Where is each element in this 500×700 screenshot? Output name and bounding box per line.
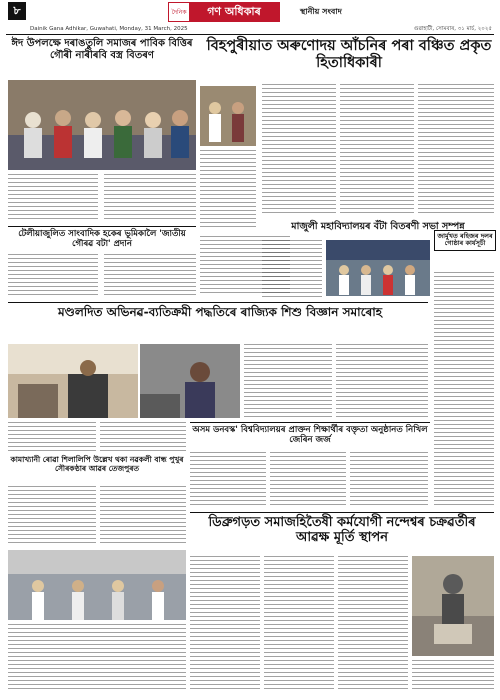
headline-kamakhya: কামাখ্যানী ৰোৱা শিলালিপি উল্লেখ থকা নৱকলী বান্ধ পুখুৰ সৌৰকণ্ঠাৰ আৱৰ তেজপুৰত xyxy=(10,455,184,473)
photo-science xyxy=(8,344,138,418)
meeting-image-icon xyxy=(8,550,186,620)
headline-science: মণ্ডলদিত অভিনৱ-ব্যতিক্ৰমী পদ্ধতিৰে ৰাজ্যিক শিশু বিজ্ঞান সমাৰোহ xyxy=(57,305,383,319)
text-telia-2 xyxy=(104,254,196,296)
text-dibrugarh-2 xyxy=(264,556,334,692)
photo-dibrugarh xyxy=(412,556,494,656)
jarmukh-box xyxy=(434,230,496,251)
headline-eid: ঈদ উপলক্ষে দৰাঙতুলি সমাজৰ পাবিক বিত্তিৰ গৌৰী নাৰীৰবি বস্ত্ৰ বিতৰণ xyxy=(11,38,193,61)
people-image-icon xyxy=(8,80,196,170)
headline-dibrugarh: ডিব্ৰুগড়ত সমাজহিতৈষী কৰ্মযোগী নন্দেশ্বৰ চক্ৰৱৰ্তীৰ আৱক্ষ মূৰ্তি স্থাপন xyxy=(208,515,476,545)
group-image-icon xyxy=(200,86,256,146)
text-majuli-1 xyxy=(262,240,322,300)
photo-kamakhya xyxy=(8,550,186,620)
text-eid-2 xyxy=(104,174,196,222)
text-kamakhya-3 xyxy=(8,624,186,692)
masthead xyxy=(168,2,280,22)
text-science-2 xyxy=(336,344,428,418)
text-university-2 xyxy=(270,452,346,508)
rule-eid xyxy=(8,226,196,227)
text-science-4 xyxy=(100,422,186,452)
photo-small-mid xyxy=(200,86,256,146)
page-header xyxy=(0,0,500,24)
page-number: ৮ xyxy=(8,2,26,20)
text-kamakhya-1 xyxy=(8,486,96,546)
text-science-3 xyxy=(8,422,96,452)
headline-bihpuria: বিহপুৰীয়াত অৰুণোদয় আঁচনিৰ পৰা বঞ্চিত প্ৰকৃত হিতাধিকাৰী xyxy=(206,38,492,71)
text-dibrugarh-4 xyxy=(412,660,494,692)
headline-telia: টেলীয়াজুলিত সাংবাদিক হকেৰ ভূমিকালৈ 'জাতীয় গৌৰৱ বটা' প্ৰদান xyxy=(18,229,186,249)
headline-majuli: মাজুলী মহাবিদ্যালয়ৰ বঁটা বিতৰণী সভা সম্পন্ন xyxy=(291,221,465,232)
headline-jarmukh: জাৰ্মুখত ৰহিজৰ দলৰ গোষ্ঠাৰ কাৰ্যসূচী xyxy=(437,232,493,248)
stage-image-icon xyxy=(326,240,430,296)
text-bihpuria-2 xyxy=(340,84,414,214)
text-telia-1 xyxy=(8,254,98,296)
rule-dibrugarh xyxy=(190,512,494,513)
speaker-image-icon xyxy=(8,344,138,418)
dateline-assamese: গুৱাহাটী, সোমবাৰ, ৩১ মাৰ্চ, ২০২৫ xyxy=(413,26,492,32)
rule-university xyxy=(190,422,430,423)
headline-university: অসম ডনবস্ক' বিশ্ববিদ্যালয়ৰ প্ৰাক্তন শিক্ষাৰ্থীৰ বক্তৃতা অনুষ্ঠানত নিখিল জেৰিন জৰ্জ xyxy=(192,425,428,445)
text-dibrugarh-3 xyxy=(338,556,408,692)
text-eid-1 xyxy=(8,174,98,222)
text-university-3 xyxy=(350,452,428,508)
text-dibrugarh-1 xyxy=(190,556,260,692)
photo-science-2 xyxy=(140,344,240,418)
text-bihpuria-3 xyxy=(418,84,494,214)
text-jarmukh xyxy=(434,272,494,508)
audience-image-icon xyxy=(140,344,240,418)
dateline-english: Dainik Gana Adhikar, Guwahati, Monday, 31 March, 2025 xyxy=(30,26,188,32)
rule-mid xyxy=(8,302,428,303)
masthead-name: গণ অধিকাৰ xyxy=(189,3,279,21)
photo-eid xyxy=(8,80,196,170)
statue-image-icon xyxy=(412,556,494,656)
photo-majuli xyxy=(326,240,430,296)
text-mid-1 xyxy=(200,150,256,230)
header-rule xyxy=(6,34,494,35)
text-university-1 xyxy=(190,452,266,508)
text-science-1 xyxy=(244,344,332,418)
text-kamakhya-2 xyxy=(100,486,186,546)
section-label: স্থানীয় সংবাদ xyxy=(300,7,342,16)
masthead-prefix: দৈনিক xyxy=(171,8,187,16)
text-bihpuria-1 xyxy=(262,84,336,214)
